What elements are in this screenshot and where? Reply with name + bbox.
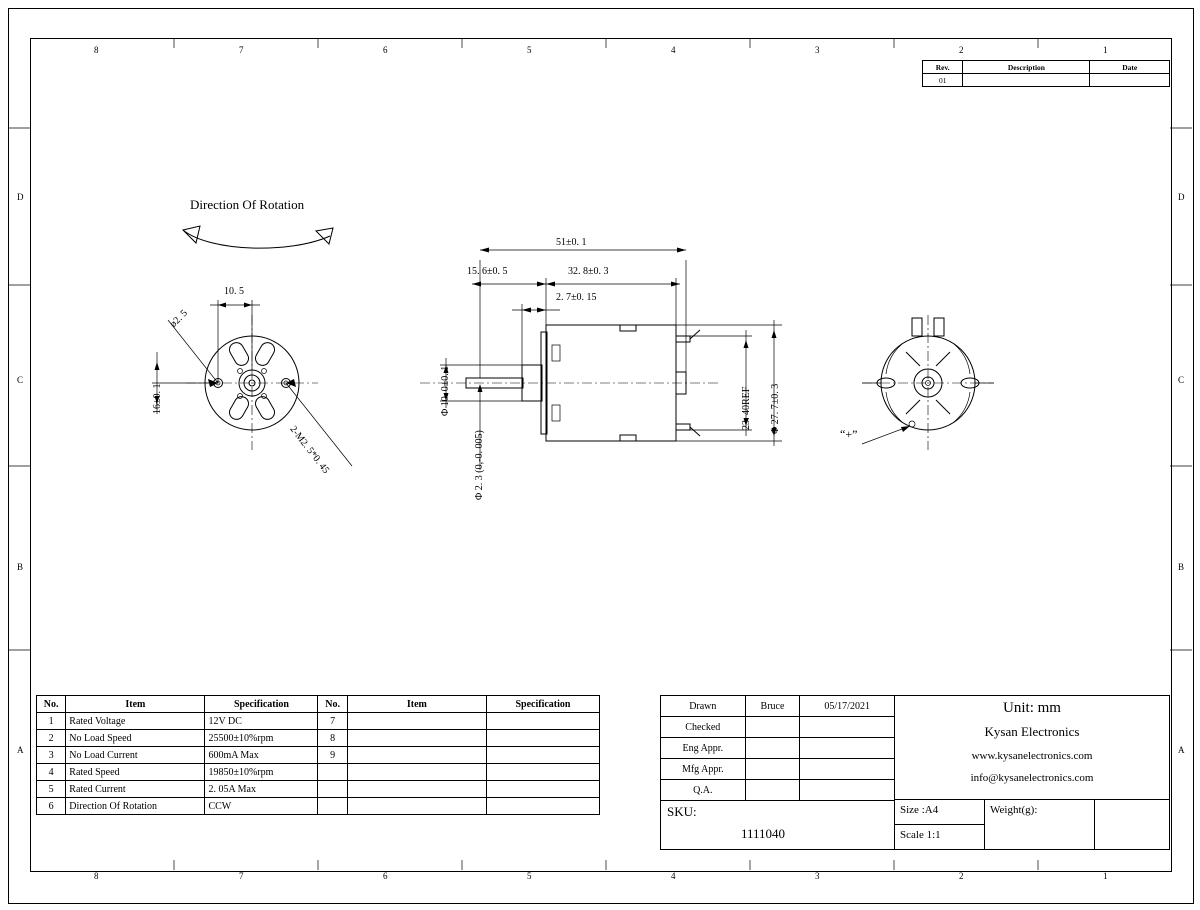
spec-cell: CCW — [205, 798, 318, 815]
table-row — [37, 730, 600, 747]
zone-label-bottom-6: 6 — [383, 871, 388, 881]
approval-name — [745, 759, 800, 780]
scale-label: Scale 1:1 — [900, 829, 941, 841]
zone-label-top-1: 1 — [1103, 45, 1108, 55]
approval-date — [800, 780, 895, 801]
zone-label-top-6: 6 — [383, 45, 388, 55]
dim-front-hole-dia: ø2. 5 — [168, 307, 190, 330]
approval-date: 05/17/2021 — [800, 696, 895, 717]
spec-cell: Direction Of Rotation — [66, 798, 205, 815]
dim-front-boss: 2. 7±0. 15 — [556, 292, 597, 303]
zone-label-right-B: B — [1178, 562, 1185, 572]
weight-label: Weight(g): — [990, 804, 1038, 816]
approval-name — [745, 738, 800, 759]
revision-header-date: Date — [1090, 61, 1170, 74]
company-name: Kysan Electronics — [984, 724, 1080, 739]
spec-header-row — [37, 696, 600, 713]
spec-cell: Rated Current — [66, 781, 205, 798]
approval-row — [661, 696, 895, 717]
spec-cell — [347, 764, 486, 781]
scale-cell — [895, 825, 985, 850]
spec-cell: Rated Speed — [66, 764, 205, 781]
title-block — [660, 695, 1170, 850]
zone-label-left-C: C — [17, 375, 24, 385]
revision-cell-rev: 01 — [923, 74, 963, 87]
zone-label-bottom-5: 5 — [527, 871, 532, 881]
zone-label-left-D: D — [17, 192, 24, 202]
sku-value: 1111040 — [741, 826, 786, 841]
approval-name — [745, 780, 800, 801]
dim-front-bolt-spacing: 16±0. 1 — [152, 383, 163, 414]
polarity-mark-label: “+” — [840, 427, 858, 441]
table-row — [37, 781, 600, 798]
spec-cell — [347, 798, 486, 815]
dim-body-width-ref: 23. 40REF — [741, 386, 752, 430]
approval-label: Drawn — [661, 696, 746, 717]
zone-label-right-C: C — [1178, 375, 1185, 385]
spec-cell — [486, 764, 599, 781]
rotation-arrow-icon — [183, 226, 333, 248]
sku-cell — [660, 800, 895, 850]
spec-cell: 6 — [37, 798, 66, 815]
sku-label: SKU: — [667, 804, 697, 819]
zone-label-left-A: A — [17, 745, 24, 755]
dim-body-dia: Φ 27. 7±0. 3 — [770, 383, 781, 434]
spec-header-spec-1: Specification — [205, 696, 318, 713]
spec-header-item-1: Item — [66, 696, 205, 713]
spec-cell — [318, 781, 347, 798]
company-email[interactable]: info@kysanelectronics.com — [970, 772, 1094, 784]
spec-header-spec-2: Specification — [486, 696, 599, 713]
company-website[interactable]: www.kysanelectronics.com — [971, 750, 1093, 762]
spec-cell — [347, 713, 486, 730]
zone-label-bottom-4: 4 — [671, 871, 676, 881]
dim-shaft-length: 15. 6±0. 5 — [467, 266, 508, 277]
spec-cell — [486, 798, 599, 815]
approval-date — [800, 738, 895, 759]
approval-name: Bruce — [745, 696, 800, 717]
weight-cell — [985, 800, 1095, 850]
dim-boss-dia: Φ 10. 0±0. 1 — [440, 365, 451, 416]
zone-label-top-3: 3 — [815, 45, 820, 55]
spec-cell: 25500±10%rpm — [205, 730, 318, 747]
dim-front-thread: 2-M2. 5*0. 45 — [287, 424, 332, 476]
spec-cell: 600mA Max — [205, 747, 318, 764]
table-row — [37, 798, 600, 815]
blank-cell — [1095, 800, 1170, 850]
approval-row — [661, 738, 895, 759]
approval-table — [660, 695, 895, 801]
front-view-geometry — [152, 300, 352, 466]
spec-cell: 1 — [37, 713, 66, 730]
rear-view-geometry — [862, 315, 994, 450]
size-cell — [895, 800, 985, 825]
company-info-panel — [895, 695, 1170, 800]
zone-label-top-2: 2 — [959, 45, 964, 55]
approval-label: Checked — [661, 717, 746, 738]
spec-cell: 7 — [318, 713, 347, 730]
revision-header-description: Description — [963, 61, 1090, 74]
zone-label-left-B: B — [17, 562, 24, 572]
zone-label-top-8: 8 — [94, 45, 99, 55]
zone-label-top-7: 7 — [239, 45, 244, 55]
approval-row — [661, 717, 895, 738]
zone-label-bottom-1: 1 — [1103, 871, 1108, 881]
revision-header-rev: Rev. — [923, 61, 963, 74]
approval-row — [661, 780, 895, 801]
zone-label-top-5: 5 — [527, 45, 532, 55]
rotation-label: Direction Of Rotation — [190, 197, 305, 212]
dim-overall-length: 51±0. 1 — [556, 237, 587, 248]
spec-cell — [347, 730, 486, 747]
spec-header-no-2: No. — [318, 696, 347, 713]
specification-table — [36, 695, 600, 815]
zone-label-bottom-2: 2 — [959, 871, 964, 881]
zone-label-bottom-7: 7 — [239, 871, 244, 881]
zone-label-right-A: A — [1178, 745, 1185, 755]
spec-cell — [318, 798, 347, 815]
table-row — [37, 747, 600, 764]
spec-cell: 19850±10%rpm — [205, 764, 318, 781]
spec-header-no-1: No. — [37, 696, 66, 713]
unit-label: Unit: mm — [1003, 700, 1061, 716]
spec-cell — [486, 747, 599, 764]
spec-cell: 3 — [37, 747, 66, 764]
approval-label: Mfg Appr. — [661, 759, 746, 780]
spec-cell: 5 — [37, 781, 66, 798]
spec-cell: 12V DC — [205, 713, 318, 730]
dim-body-length: 32. 8±0. 3 — [568, 266, 609, 277]
zone-label-bottom-8: 8 — [94, 871, 99, 881]
dim-front-hole-pitch: 10. 5 — [224, 286, 244, 297]
approval-label: Q.A. — [661, 780, 746, 801]
spec-cell — [347, 747, 486, 764]
spec-cell: 8 — [318, 730, 347, 747]
spec-cell: Rated Voltage — [66, 713, 205, 730]
spec-cell: 2. 05A Max — [205, 781, 318, 798]
approval-date — [800, 759, 895, 780]
zone-label-top-4: 4 — [671, 45, 676, 55]
size-label: Size :A4 — [900, 804, 939, 816]
approval-label: Eng Appr. — [661, 738, 746, 759]
spec-cell: No Load Current — [66, 747, 205, 764]
spec-cell — [347, 781, 486, 798]
table-row — [37, 764, 600, 781]
spec-cell — [486, 713, 599, 730]
zone-label-bottom-3: 3 — [815, 871, 820, 881]
dim-shaft-dia: Φ 2. 3 (0,-0. 005) — [474, 430, 485, 500]
spec-cell — [486, 730, 599, 747]
approval-row — [661, 759, 895, 780]
spec-cell: No Load Speed — [66, 730, 205, 747]
spec-cell: 2 — [37, 730, 66, 747]
spec-header-item-2: Item — [347, 696, 486, 713]
spec-cell — [486, 781, 599, 798]
zone-label-right-D: D — [1178, 192, 1185, 202]
spec-cell: 4 — [37, 764, 66, 781]
approval-name — [745, 717, 800, 738]
approval-date — [800, 717, 895, 738]
table-row — [37, 713, 600, 730]
spec-cell — [318, 764, 347, 781]
spec-cell: 9 — [318, 747, 347, 764]
